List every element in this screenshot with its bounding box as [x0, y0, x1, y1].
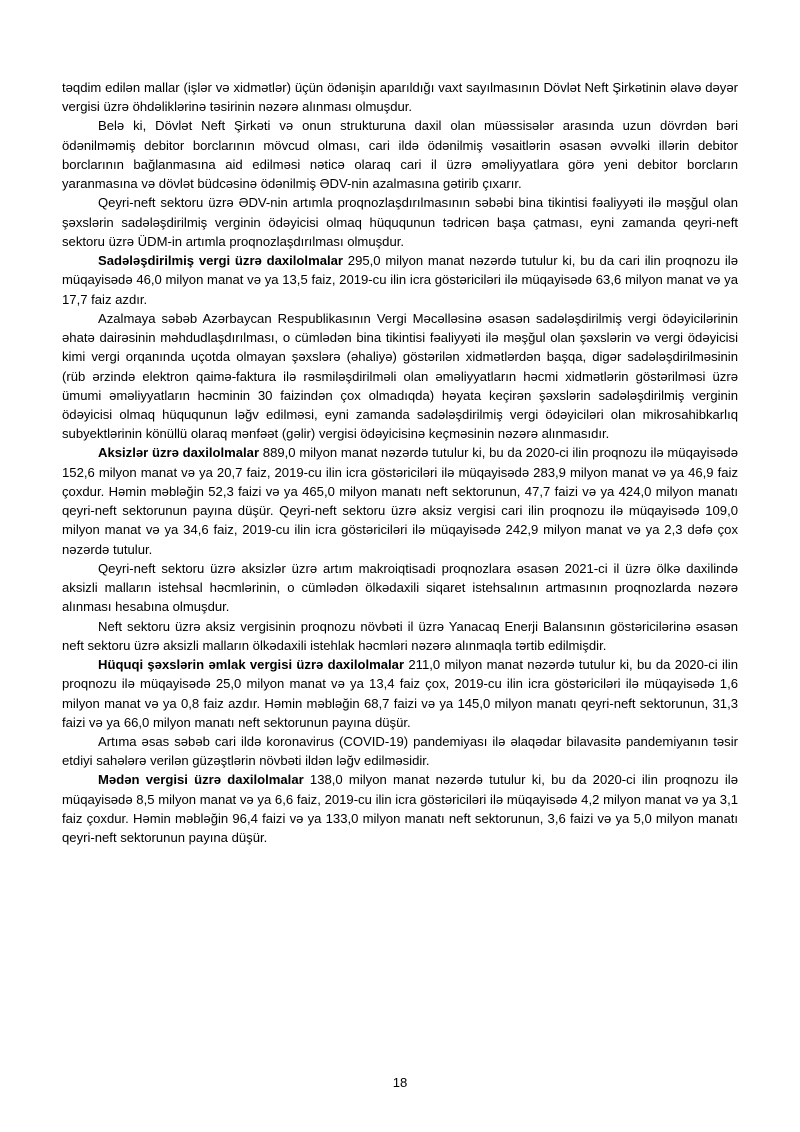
paragraph-text: təqdim edilən mallar (işlər və xidmətlər) üçün ödənişin aparıldığı vaxt sayılmasının Dövlət Neft Şirkətinin əlavə dəyər vergisi üzrə öhdəliklərinə təsirinin nəzərə alınması olmuşdur. — [62, 80, 738, 115]
paragraph-text: 211,0 milyon manat nəzərdə tutulur ki, bu da 2020-ci ilin proqnozu ilə müqayisədə 25,0 milyon manat və ya 13,4 faiz çox, 2019-cu ilin icra göstəriciləri ilə müqayisədə 1,6 milyon manat və ya 0,8 faiz azdır. Həmin məbləğin 68,7 faizi və ya 145,0 milyon manatı qeyri-neft sektorunun, 31,3 faizi və ya 66,0 milyon manatı neft sektorunun payına düşür. — [62, 657, 738, 730]
paragraph-text: 295,0 milyon manat nəzərdə tutulur ki, bu da cari ilin proqnozu ilə müqayisədə 46,0 milyon manat və ya 13,5 faiz, 2019-cu ilin icra göstəriciləri ilə müqayisədə 63,6 milyon manat və ya 17,7 faiz azdır. — [62, 253, 738, 307]
paragraph-lead: Aksizlər üzrə daxilolmalar — [98, 445, 260, 461]
paragraph-text: 889,0 milyon manat nəzərdə tutulur ki, bu da 2020-ci ilin proqnozu ilə müqayisədə 152,6 milyon manat və ya 20,7 faiz, 2019-cu ilin icra göstəriciləri ilə müqayisədə 283,9 milyon manat və ya 46,9 faiz çoxdur. Həmin məbləğin 52,3 faizi və ya 465,0 milyon manatı neft sektorunun, 47,7 faizi və ya 424,0 milyon manatı qeyri-neft sektorunun payına düşür. Qeyri-neft sektoru üzrə aksiz vergisi cari ilin proqnozu ilə müqayisədə 109,0 milyon manat və ya 34,6 faiz, 2019-cu ilin icra göstəriciləri ilə müqayisədə 242,9 milyon manat və ya 2,3 dəfə çox nəzərdə tutulur. — [62, 445, 738, 557]
paragraph-text: Qeyri-neft sektoru üzrə aksizlər üzrə artım makroiqtisadi proqnozlara əsasən 2021-ci il üzrə ölkə daxilində aksizli malların istehsal həcmlərinin, o cümlədən ölkədaxili siqaret istehsalının artmasının proqnozlarda nəzərə alınması hesabına olmuşdur. — [62, 560, 738, 615]
paragraph — [62, 78, 738, 116]
paragraph-text: Neft sektoru üzrə aksiz vergisinin proqnozu növbəti il üzrə Yanacaq Enerji Balansının göstəricilərinə əsasən neft sektoru üzrə aksizli malların ölkədaxili istehlak həcmləri nəzərə alınmaqla tərtib edilmişdir. — [62, 618, 738, 653]
paragraph — [62, 251, 738, 309]
paragraph-text: Azalmaya səbəb Azərbaycan Respublikasının Vergi Məcəlləsinə əsasən sadələşdirilmiş vergi ödəyicilərinin əhatə dairəsinin məhdudlaşdırılması, o cümlədən bina tikintisi fəaliyyəti ilə məşğul olan şəxslərin və vergi ödəyicisi kimi vergi orqanında uçotda olmayan şəxslərə (əhaliyə) göstərilən xidmətlərdən başqa, digər sadələşdirilməsinin (rüb ərzində elektron qaimə-faktura ilə rəsmiləşdirilməli olan əməliyyatların həcmi xidmətlərin göstərilməsi üzrə ümumi əməliyyatların həcminin 30 faizindən çox olmadıqda) həyata keçirən şəxslərin sadələşdirilmiş verginin ödəyicisi olmaq hüququnun ləğv edilməsi, eyni zamanda sadələşdirilmiş vergi ödəyiciləri olan mikrosahibkarlıq subyektlərinin könüllü olaraq mənfəət (gəlir) vergisi ödəyicisinə keçməsinin nəzərə alınmasıdır. — [62, 310, 738, 442]
paragraph — [62, 617, 738, 655]
paragraph-lead: Mədən vergisi üzrə daxilolmalar — [98, 772, 304, 788]
paragraph-text: Qeyri-neft sektoru üzrə ƏDV-nin artımla proqnozlaşdırılmasının səbəbi bina tikintisi fəaliyyəti ilə məşğul olan şəxslərin sadələşdirilmiş verginin ödəyicisi olmaq hüququnun tədricən başa çatması, eyni zamanda qeyri-neft sektoru üzrə ÜDM-in artımla proqnozlaşdırılması olmuşdur. — [62, 195, 738, 249]
paragraph — [62, 655, 738, 732]
paragraph — [62, 309, 738, 444]
paragraph — [62, 559, 738, 617]
paragraph-text: Belə ki, Dövlət Neft Şirkəti və onun strukturuna daxil olan müəssisələr arasında uzun dövrdən bəri ödənilməmiş debitor borclarının mövcud olması, cari ildə ödənilmiş vəsaitlərin əsasən əvvəlki illərin debitor borclarının bağlanmasına aid edilməsi nəticə olaraq cari il üzrə əməliyyatlara görə yeni debitor borcların yaranmasına və dövlət büdcəsinə ödənilmiş ƏDV-nin azalmasına gətirib çıxarır. — [62, 118, 738, 192]
page-number: 18 — [392, 1075, 408, 1090]
document-body — [62, 78, 738, 847]
paragraph — [62, 443, 738, 558]
paragraph — [62, 732, 738, 770]
paragraph — [62, 193, 738, 251]
paragraph-text: Artıma əsas səbəb cari ildə koronavirus (COVID-19) pandemiyası ilə əlaqədar bilavasitə pandemiyanın təsir etdiyi sahələrə verilən güzəştlərin növbəti ildən ləğv edilməsidir. — [62, 733, 738, 769]
paragraph — [62, 116, 738, 193]
paragraph-lead: Hüquqi şəxslərin əmlak vergisi üzrə daxilolmalar — [98, 657, 405, 673]
paragraph-lead: Sadələşdirilmiş vergi üzrə daxilolmalar — [98, 253, 344, 269]
paragraph — [62, 770, 738, 847]
paragraph-text: 138,0 milyon manat nəzərdə tutulur ki, bu da 2020-ci ilin proqnozu ilə müqayisədə 8,5 milyon manat və ya 6,6 faiz, 2019-cu ilin icra göstəriciləri ilə müqayisədə 4,2 milyon manat və ya 3,1 faiz çoxdur. Həmin məbləğin 96,4 faizi və ya 133,0 milyon manatı neft sektorunun, 3,6 faizi və ya 5,0 milyon manatı qeyri-neft sektorunun payına düşür. — [62, 772, 738, 846]
